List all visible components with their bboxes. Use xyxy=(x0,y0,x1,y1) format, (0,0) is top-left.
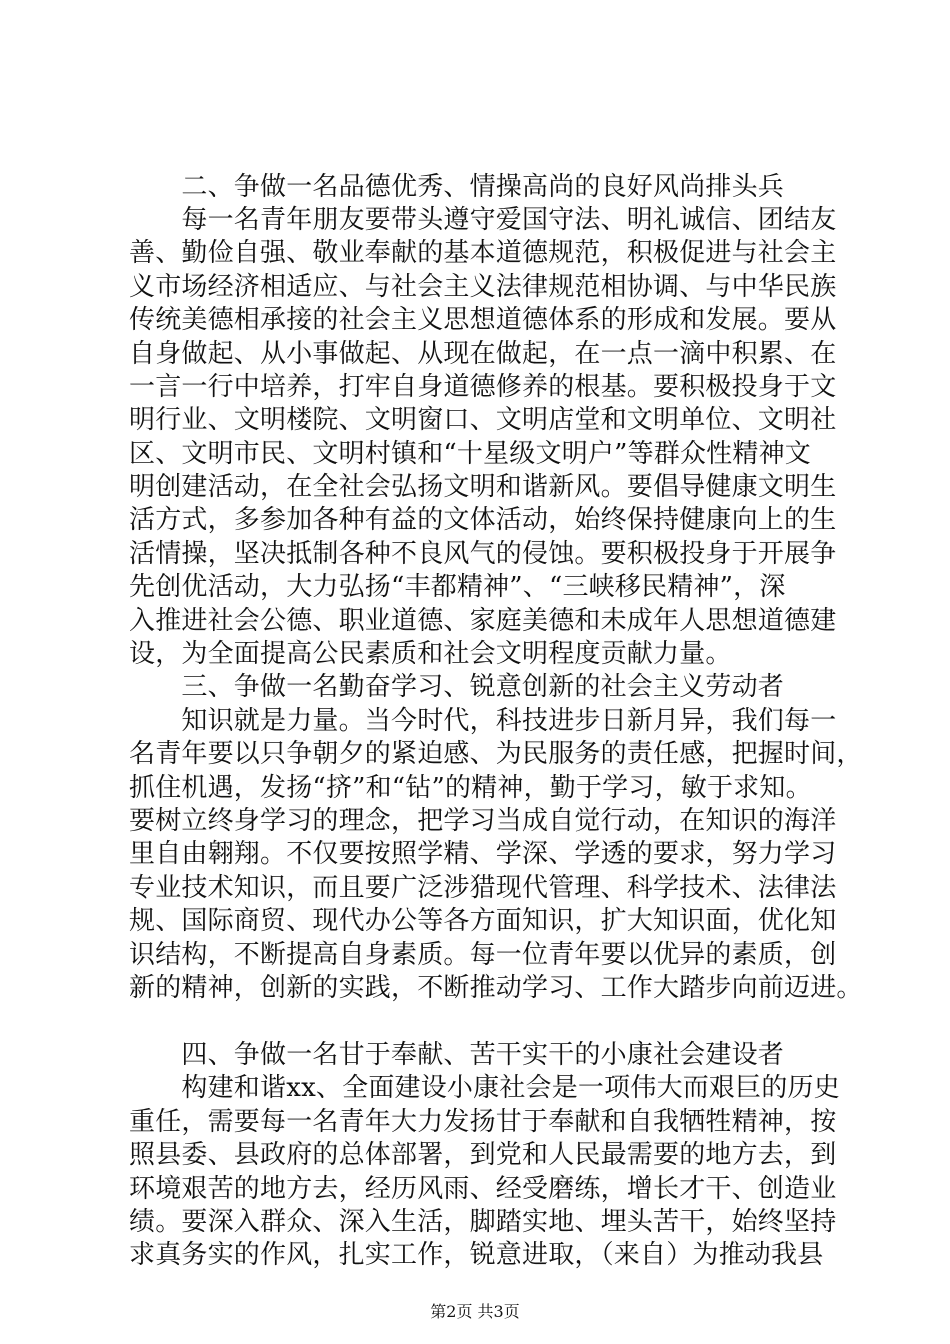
paragraph-line: 重任，需要每一名青年大力发扬甘于奉献和自我牺牲精神，按 xyxy=(129,1107,837,1137)
paragraph-line: 规、国际商贸、现代办公等各方面知识，扩大知识面，优化知 xyxy=(129,906,837,936)
paragraph-line: 知识就是力量。当今时代，科技进步日新月异，我们每一 xyxy=(129,706,837,736)
paragraph-line: 入推进社会公德、职业道德、家庭美德和未成年人思想道德建 xyxy=(129,606,837,636)
paragraph-line: 义市场经济相适应、与社会主义法律规范相协调、与中华民族 xyxy=(129,272,837,302)
paragraph-line: 抓住机遇，发扬“挤”和“钻”的精神，勤于学习，敏于求知。 xyxy=(129,773,812,803)
paragraph-line: 活情操，坚决抵制各种不良风气的侵蚀。要积极投身于开展争 xyxy=(129,539,837,569)
paragraph-line: 先创优活动，大力弘扬“丰都精神”、“三峡移民精神”，深 xyxy=(129,572,786,602)
paragraph-line: 绩。要深入群众、深入生活，脚踏实地、埋头苦干，始终坚持 xyxy=(129,1207,837,1237)
paragraph-line: 传统美德相承接的社会主义思想道德体系的形成和发展。要从 xyxy=(129,305,837,335)
paragraph-line: 求真务实的作风，扎实工作，锐意进取，（来自）为推动我县 xyxy=(129,1240,824,1270)
paragraph-line: 构建和谐xx、全面建设小康社会是一项伟大而艰巨的历史 xyxy=(129,1073,840,1103)
paragraph-line: 识结构，不断提高自身素质。每一位青年要以优异的素质，创 xyxy=(129,940,837,970)
paragraph-line: 活方式，多参加各种有益的文体活动，始终保持健康向上的生 xyxy=(129,505,837,535)
paragraph-line: 明创建活动，在全社会弘扬文明和谐新风。要倡导健康文明生 xyxy=(129,472,837,502)
paragraph-line: 专业技术知识，而且要广泛涉猎现代管理、科学技术、法律法 xyxy=(129,873,837,903)
paragraph-line: 新的精神，创新的实践，不断推动学习、工作大踏步向前迈进。 xyxy=(129,973,863,1003)
section-heading-3: 三、争做一名勤奋学习、锐意创新的社会主义劳动者 xyxy=(129,672,785,702)
paragraph-line: 里自由翱翔。不仅要按照学精、学深、学透的要求，努力学习 xyxy=(129,839,837,869)
paragraph-line: 要树立终身学习的理念，把学习当成自觉行动，在知识的海洋 xyxy=(129,806,837,836)
paragraph-line: 设，为全面提高公民素质和社会文明程度贡献力量。 xyxy=(129,639,732,669)
paragraph-line: 善、勤俭自强、敬业奉献的基本道德规范，积极促进与社会主 xyxy=(129,238,837,268)
section-heading-2: 二、争做一名品德优秀、情操高尚的良好风尚排头兵 xyxy=(129,172,785,202)
paragraph-line: 区、文明市民、文明村镇和“十星级文明户”等群众性精神文 xyxy=(129,439,811,469)
section-heading-4: 四、争做一名甘于奉献、苦干实干的小康社会建设者 xyxy=(129,1040,785,1070)
page-number-footer: 第2页 共3页 xyxy=(430,1302,520,1321)
paragraph-line: 明行业、文明楼院、文明窗口、文明店堂和文明单位、文明社 xyxy=(129,405,837,435)
paragraph-line: 环境艰苦的地方去，经历风雨、经受磨练，增长才干、创造业 xyxy=(129,1174,837,1204)
paragraph-line: 名青年要以只争朝夕的紧迫感、为民服务的责任感，把握时间， xyxy=(129,739,863,769)
paragraph-line: 照县委、县政府的总体部署，到党和人民最需要的地方去，到 xyxy=(129,1140,837,1170)
paragraph-line: 一言一行中培养，打牢自身道德修养的根基。要积极投身于文 xyxy=(129,372,837,402)
paragraph-line: 自身做起、从小事做起、从现在做起，在一点一滴中积累、在 xyxy=(129,339,837,369)
paragraph-line: 每一名青年朋友要带头遵守爱国守法、明礼诚信、团结友 xyxy=(129,205,837,235)
